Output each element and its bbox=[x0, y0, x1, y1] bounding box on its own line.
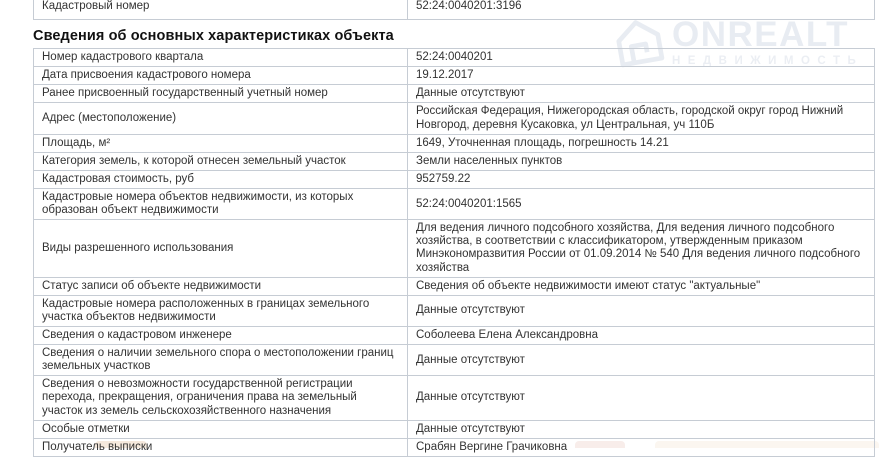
row-label: Кадастровые номера расположенных в границах земельного участка объектов недвижимости bbox=[34, 295, 408, 326]
row-label: Кадастровый номер bbox=[34, 0, 408, 20]
object-characteristics-table bbox=[33, 48, 875, 457]
table-row bbox=[34, 0, 875, 20]
row-value: Данные отсутствуют bbox=[408, 85, 875, 103]
row-label: Ранее присвоенный государственный учетный номер bbox=[34, 85, 408, 103]
row-value: 52:24:0040201:3196 bbox=[408, 0, 875, 20]
table-row bbox=[34, 326, 875, 344]
table-row bbox=[34, 49, 875, 67]
watermark-brand-text: ONREALT bbox=[672, 15, 850, 54]
row-value: Российская Федерация, Нижегородская область, городской округ город Нижний Новгород, деревня Кусаковка, ул Центральная, уч 110Б bbox=[408, 103, 875, 134]
row-value: Для ведения личного подсобного хозяйства, Для ведения личного подсобного хозяйства, в соответствии с классификатором, утвержденным приказом Минэкономразвития России от 01.09.2014 № 540 Для ведения личного подсобного хозяйства bbox=[408, 220, 875, 277]
row-label: Сведения о невозможности государственной регистрации перехода, прекращения, ограничения права на земельный участок из земель сельскохозяйственного назначения bbox=[34, 376, 408, 420]
table-row bbox=[34, 420, 875, 438]
table-row bbox=[34, 152, 875, 170]
row-value: 52:24:0040201 bbox=[408, 49, 875, 67]
watermark-tagline-text: НЕДВИЖИМОСТЬ bbox=[672, 55, 864, 67]
row-label: Дата присвоения кадастрового номера bbox=[34, 67, 408, 85]
row-label: Кадастровые номера объектов недвижимости, из которых образован объект недвижимости bbox=[34, 188, 408, 219]
row-value: Земли населенных пунктов bbox=[408, 152, 875, 170]
row-label: Статус записи об объекте недвижимости bbox=[34, 277, 408, 295]
row-value: 1649, Уточненная площадь, погрешность 14.21 bbox=[408, 134, 875, 152]
row-label: Кадастровая стоимость, руб bbox=[34, 170, 408, 188]
table-row bbox=[34, 67, 875, 85]
row-label: Номер кадастрового квартала bbox=[34, 49, 408, 67]
row-label: Адрес (местоположение) bbox=[34, 103, 408, 134]
row-value: 19.12.2017 bbox=[408, 67, 875, 85]
table-row bbox=[34, 277, 875, 295]
row-value: Соболеева Елена Александровна bbox=[408, 326, 875, 344]
row-value: Срабян Вергине Грачиковна bbox=[408, 438, 875, 456]
row-value: Данные отсутствуют bbox=[408, 345, 875, 376]
table-row bbox=[34, 170, 875, 188]
cadastral-number-table bbox=[33, 0, 875, 20]
table-row bbox=[34, 345, 875, 376]
table-row bbox=[34, 188, 875, 219]
row-value: 952759.22 bbox=[408, 170, 875, 188]
row-value: 52:24:0040201:1565 bbox=[408, 188, 875, 219]
section-title: Сведения об основных характеристиках объекта bbox=[33, 28, 394, 45]
table-row bbox=[34, 103, 875, 134]
row-value: Данные отсутствуют bbox=[408, 376, 875, 420]
row-label: Получатель выписки bbox=[34, 438, 408, 456]
row-value: Данные отсутствуют bbox=[408, 420, 875, 438]
table-row bbox=[34, 295, 875, 326]
row-label: Сведения о кадастровом инженере bbox=[34, 326, 408, 344]
row-label: Категория земель, к которой отнесен земельный участок bbox=[34, 152, 408, 170]
table-row bbox=[34, 134, 875, 152]
table-row bbox=[34, 220, 875, 277]
row-value: Сведения об объекте недвижимости имеют статус "актуальные" bbox=[408, 277, 875, 295]
table-row bbox=[34, 438, 875, 456]
table-row bbox=[34, 376, 875, 420]
table-row bbox=[34, 85, 875, 103]
row-label: Виды разрешенного использования bbox=[34, 220, 408, 277]
row-label: Сведения о наличии земельного спора о местоположении границ земельных участков bbox=[34, 345, 408, 376]
row-label: Площадь, м² bbox=[34, 134, 408, 152]
row-value: Данные отсутствуют bbox=[408, 295, 875, 326]
row-label: Особые отметки bbox=[34, 420, 408, 438]
